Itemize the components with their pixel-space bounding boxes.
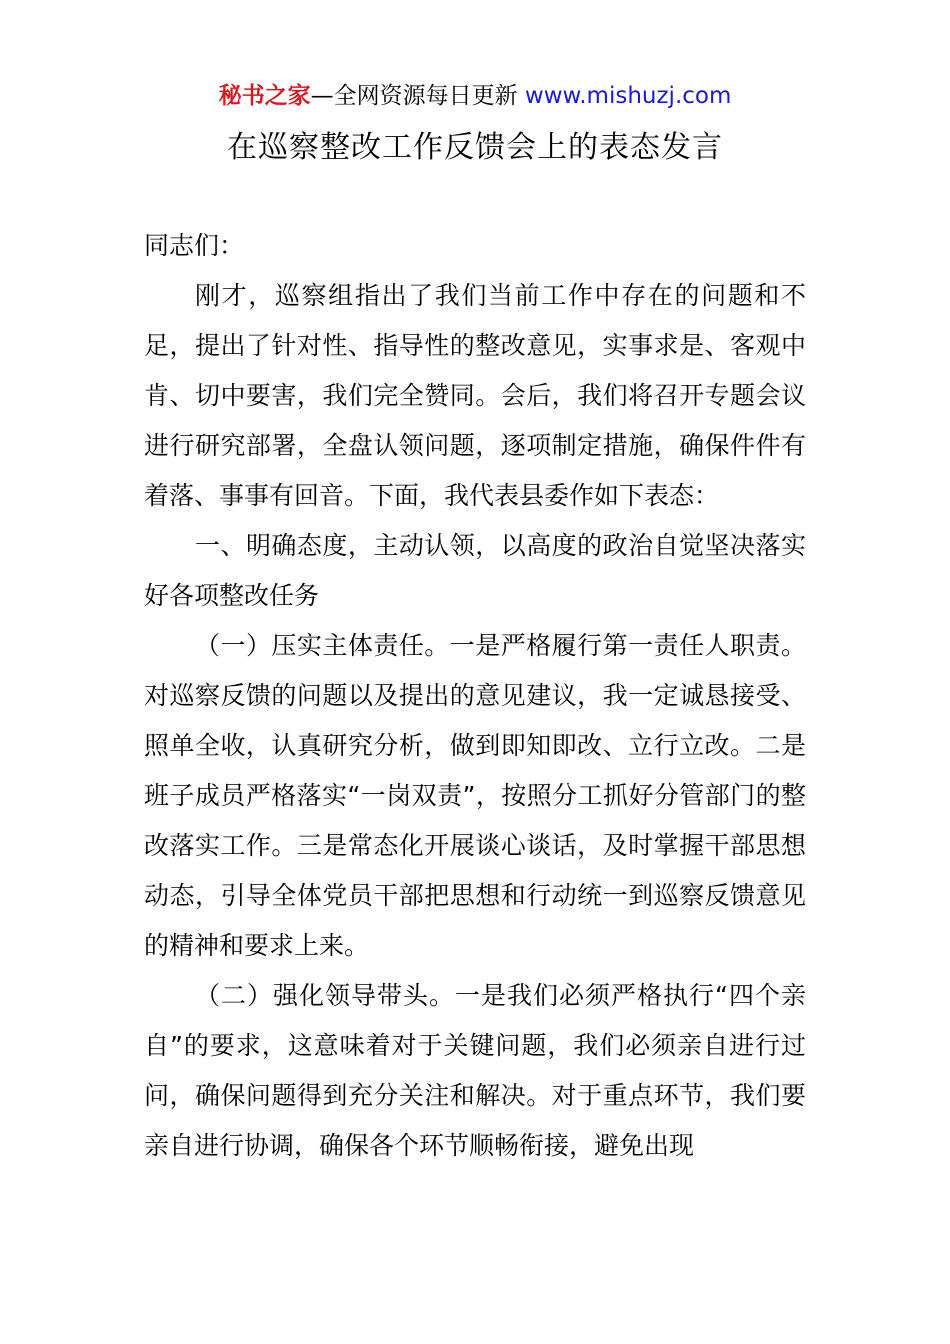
header-tagline: —全网资源每日更新 xyxy=(310,83,525,109)
paragraph-subsection-2: （二）强化领导带头。一是我们必须严格执行“四个亲自”的要求，这意味着对于关键问题，我们必须亲自进行过问，确保问题得到充分关注和解决。对于重点环节，我们要亲自进行协调，确保各个环节顺畅衔接，避免出现 xyxy=(144,981,806,1160)
document-body xyxy=(144,221,806,1171)
document-title: 在巡察整改工作反馈会上的表态发言 xyxy=(227,130,723,165)
paragraph-subsection-1: （一）压实主体责任。一是严格履行第一责任人职责。对巡察反馈的问题以及提出的意见建议，我一定诚恳接受、照单全收，认真研究分析，做到即知即改、立行立改。二是班子成员严格落实“一岗双责”，按照分工抓好分管部门的整改落实工作。三是常态化开展谈心谈话，及时掌握干部思想动态，引导全体党员干部把思想和行动统一到巡察反馈意见的精神和要求上来。 xyxy=(144,631,806,960)
site-header xyxy=(0,80,950,112)
paragraph-intro: 刚才，巡察组指出了我们当前工作中存在的问题和不足，提出了针对性、指导性的整改意见，实事求是、客观中肯、切中要害，我们完全赞同。会后，我们将召开专题会议进行研究部署，全盘认领问题，逐项制定措施，确保件件有着落、事事有回音。下面，我代表县委作如下表态： xyxy=(144,281,806,510)
brand-name: 秘书之家 xyxy=(218,83,311,109)
salutation: 同志们： xyxy=(144,231,245,260)
section-heading-1: 一、明确态度，主动认领，以高度的政治自觉坚决落实好各项整改任务 xyxy=(144,531,806,610)
site-url-link[interactable]: www.mishuzj.com xyxy=(524,83,732,109)
